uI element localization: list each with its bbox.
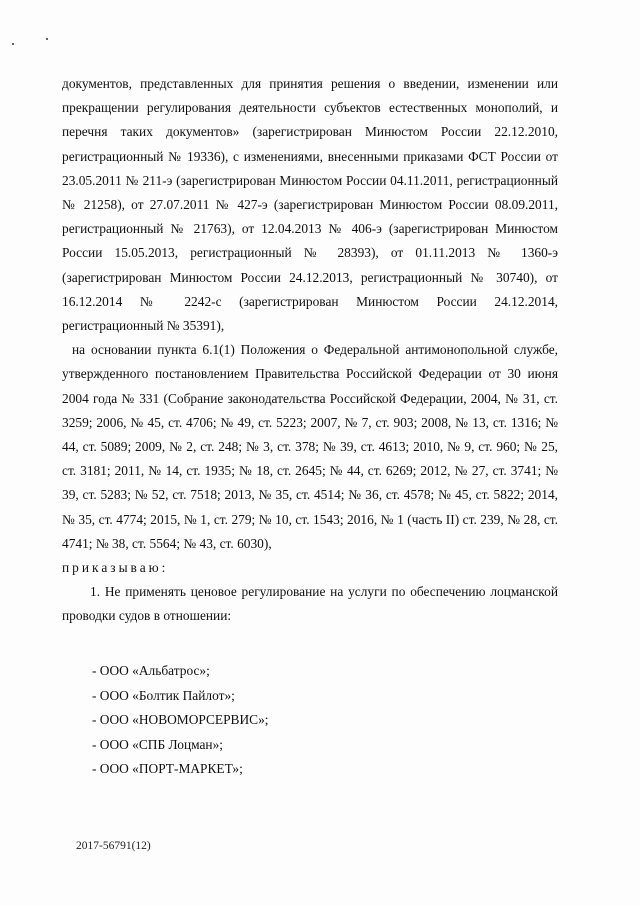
document-code: 2017-56791(12) bbox=[76, 840, 151, 852]
list-item: - ООО «Альбатрос»; bbox=[92, 663, 210, 678]
scan-speck bbox=[46, 38, 48, 40]
document-body bbox=[62, 72, 558, 629]
list-item: - ООО «Болтик Пайлот»; bbox=[92, 687, 235, 703]
list-item: - ООО «ПОРТ-МАРКЕТ»; bbox=[92, 761, 243, 776]
list-item: - ООО «СПБ Лоцман»; bbox=[92, 736, 224, 752]
order-word: приказываю: bbox=[62, 560, 169, 576]
scan-speck bbox=[12, 43, 14, 45]
paragraph-basis: на основании пункта 6.1(1) Положения о Федеральной антимонопольной службе, утвержденного постановлением Правительства Российской Федерации от 30 июня 2004 года № 331 (Собрание законодательства Российской Федерации, 2004, № 31, ст. 3259; 2006, № 45, ст. 4706; № 49, ст. 5223; 2007, № 7, ст. 903; 2008, № 13, ст. 1316; № 44, ст. 5089; 2009, № 2, ст. 248; № 3, ст. 378; № 39, ст. 4613; 2010, № 9, ст. 960; № 25, ст. 3181; 2011, № 14, ст. 1935; № 18, ст. 2645; № 44, ст. 6269; 2012, № 27, ст. 3741; № 39, ст. 5283; № 52, ст. 7518; 2013, № 35, ст. 4514; № 36, ст. 4578; № 45, ст. 5822; 2014, № 35, ст. 4774; 2015, № 1, ст. 279; № 10, ст. 1543; 2016, № 1 (часть II) ст. 239, № 28, ст. 4741; № 38, ст. 5564; № 43, ст. 6030), bbox=[62, 342, 558, 551]
company-list bbox=[92, 659, 269, 782]
list-item: - ООО «НОВОМОРСЕРВИС»; bbox=[92, 712, 269, 727]
paragraph-legal-references: документов, представленных для принятия решения о введении, изменении или прекращении регулирования деятельности субъектов естественных монополий, и перечня таких документов» (зарегистрирован Минюстом России 22.12.2010, регистрационный № 19336), с изменениями, внесенными приказами ФСТ России от 23.05.2011 № 211-э (зарегистрирован Минюстом России 04.11.2011, регистрационный № 21258), от 27.07.2011 № 427-э (зарегистрирован Минюстом России 08.09.2011, регистрационный № 21763), от 12.04.2013 № 406-э (зарегистрирован Минюстом России 15.05.2013, регистрационный № 28393), от 01.11.2013 № 1360-э (зарегистрирован Минюстом России 24.12.2013, регистрационный № 30740), от 16.12.2014 № 2242-с (зарегистрирован Минюстом России 24.12.2014, регистрационный № 35391), bbox=[62, 76, 558, 334]
order-item-1: 1. Не применять ценовое регулирование на услуги по обеспечению лоцманской проводки судов в отношении: bbox=[62, 584, 558, 624]
